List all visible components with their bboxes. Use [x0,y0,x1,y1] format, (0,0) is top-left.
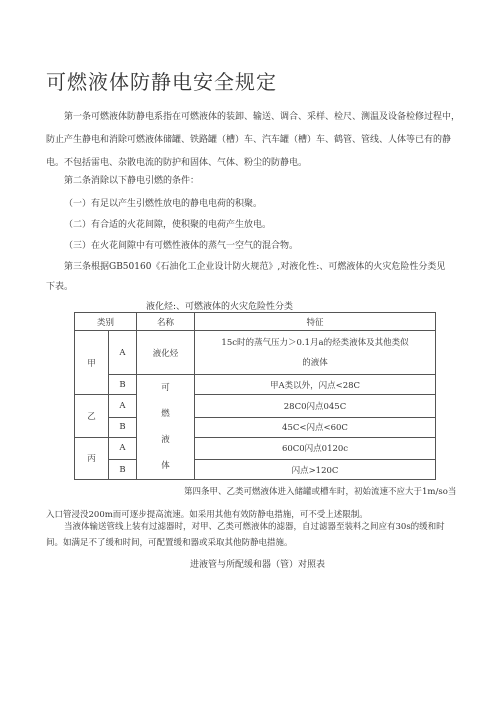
class-jia-cell: 甲 [75,331,109,395]
class-yi-cell: 乙 [75,395,109,438]
sub-a-cell: A [109,437,137,460]
fire-hazard-table [74,312,436,480]
condition-3: （三）在火花间隙中有可燃性液体的蒸气一空气的混合物。 [64,241,299,251]
table-row [75,460,436,480]
table-header-row [75,313,436,331]
table-row [75,375,436,395]
article-2-paragraph: 第二条消除以下静电引燃的条件： [64,176,200,186]
table-row [75,437,436,460]
name-liquid-cell [137,375,195,480]
feature-line: 的液体 [302,357,328,368]
header-class: 类别 [75,313,137,331]
sub-b-cell: B [109,460,137,480]
feature-cell: 甲A类以外，闪点<28C [195,375,436,395]
name-lpg-cell: 液化烃 [137,331,195,375]
sub-b-cell: B [109,375,137,395]
name-char: 燃 [161,409,170,419]
feature-line: 15c时的蒸气压力＞0.1月a的烃类液体及其他类似 [221,337,409,348]
sub-a-cell: A [109,331,137,375]
article-3-line-2: 下表。 [46,282,74,292]
class-bing-cell: 丙 [75,437,109,480]
filter-paragraph: 当液体输送管线上装有过滤器时，对甲、乙类可燃液体的滤器，自过滤器至装料之间应有30s的缓和时间。如满足不了缓和时间，可配置缓和器或采取其他防静电措施。 [46,522,445,548]
feature-cell [195,331,436,375]
header-feature: 特征 [195,313,436,331]
feature-cell: 闪点>120C [195,460,436,480]
condition-2: （二）有合适的火花间隙，使积聚的电荷产生放电。 [64,220,272,230]
article-4-paragraph: 第四条甲、乙类可燃液体进入储罐或槽车时，初始流速不应大于1m/so当入口管浸没200m而可逐步提高流速。如采用其他有效防静电措施，可不受上述限制。 [46,487,457,520]
sub-b-cell: B [109,417,137,437]
article-3-line-1: 第三条根据GB50160《石油化工企业设计防火规范》,对液化性:、可燃液体的火灾危险性分类见 [64,262,446,272]
article-1-paragraph: 第一条可燃液体防静电系指在可燃液体的装卸、输送、调合、采样、检尺、测温及设备检修过程中，防止产生静电和消除可燃液体储罐、铁路罐（槽）车、汽车罐（槽）车、鹤管、管线、人体等已有的静电。不包括雷电、杂散电流的防护和固体、气体、粉尘的防静电。 [46,112,461,168]
name-char: 可 [161,383,170,393]
condition-1: （一）有足以产生引燃性放电的静电电荷的积聚。 [64,199,263,209]
feature-cell: 45C<闪点<60C [195,417,436,437]
name-char: 体 [161,461,170,471]
table-caption: 液化烃:、可燃液体的火灾危险性分类 [146,302,294,312]
sub-a-cell: A [109,395,137,418]
table-row [75,417,436,437]
document-title: 可燃液体防静电安全规定 [46,70,277,94]
header-name: 名称 [137,313,195,331]
name-char: 液 [161,435,170,445]
table-row [75,395,436,418]
table-2-caption: 进液管与所配缓和器（管）对照表 [190,560,326,570]
feature-cell: 28C0闪点045C [195,395,436,418]
table-row [75,331,436,375]
feature-cell: 60C0闪点0120c [195,437,436,460]
